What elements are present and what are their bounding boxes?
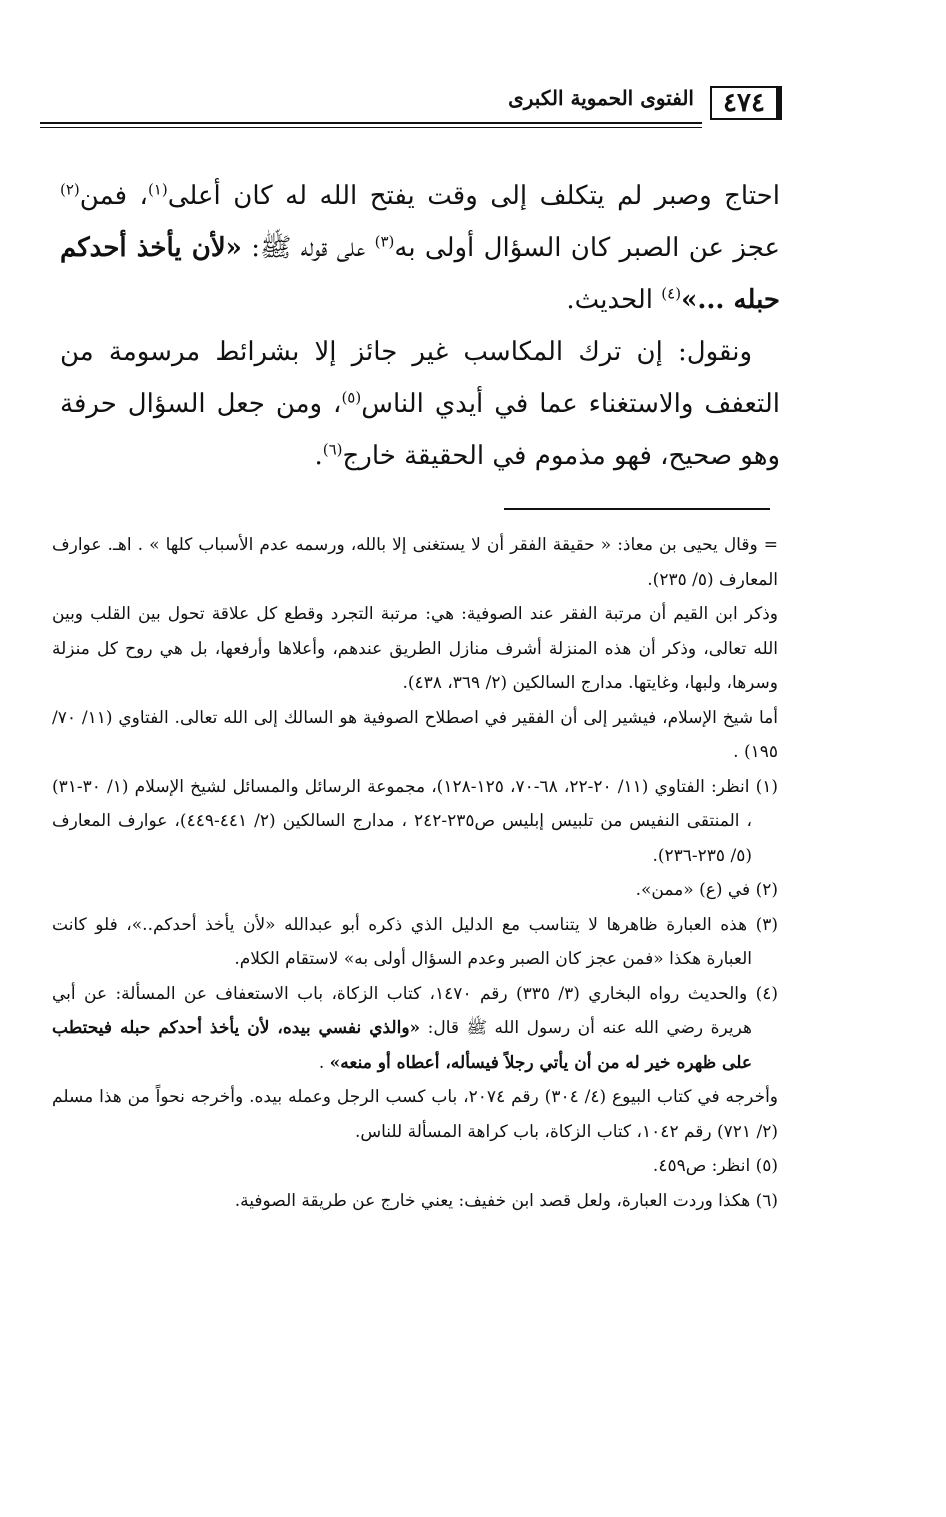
footnote-1: (١) انظر: الفتاوي (١١/ ٢٠-٢٢، ٦٨-٧٠، ١٢٥-١٢٨)، مجموعة الرسائل والمسائل لشيخ الإسلام (١/ ٣٠-٣١) ، المنتقى النفيس من تلبيس إبليس ص٢٣٥-٢٤٢ ، مدارج السالكين (٢/ ٤٤١-٤٤٩)، عوارف المعارف (٥/ ٢٣٥-٢٣٦). <box>52 776 779 866</box>
footnote-continuation-1: = وقال يحيى بن معاذ: « حقيقة الفقر أن لا يستغنى إلا بالله، ورسمه عدم الأسباب كلها » . اهـ. عوارف المعارف (٥/ ٢٣٥). <box>52 535 778 590</box>
p1-text-d: عن الصبر كان السؤال أولى به <box>394 233 725 263</box>
footnote-ref-3[interactable]: (٣) <box>374 232 395 251</box>
p2-text-b: ، ومن جعل السؤال حرفة وهو صحيح، فهو مذموم في الحقيقة خارج <box>60 389 780 471</box>
footnote-4-end: . <box>318 1052 330 1073</box>
footnote-separator <box>504 508 770 510</box>
page-number: ٤٧٤ <box>710 86 782 120</box>
footnote-ref-4[interactable]: (٤) <box>661 284 682 303</box>
footnote-4 <box>52 977 778 1081</box>
paragraph-2 <box>60 326 780 482</box>
p1-text-f: الحديث. <box>566 285 662 315</box>
footnote-continuation-2: وذكر ابن القيم أن مرتبة الفقر عند الصوفية: هي: مرتبة التجرد وقطع كل علاقة تحول بين القلب وبين الله تعالى، وذكر أن هذه المنزلة أشرف منازل الطريق عندهم، وأعلاها وأرفعها، بل هي روح كل منزلة وسرها، ولبها، وغايتها. مدارج السالكين (٢/ ٣٦٩، ٤٣٨). <box>52 604 778 693</box>
footnote-ref-6[interactable]: (٦) <box>322 440 343 459</box>
footnote-continuation-3: أما شيخ الإسلام، فيشير إلى أن الفقير في اصطلاح الصوفية هو السالك إلى الله تعالى. الفتاوي (١١/ ٧٠/ ١٩٥) . <box>52 707 778 762</box>
p1-text-b: ، فمن <box>79 181 148 211</box>
footnote-ref-5[interactable]: (٥) <box>341 388 362 407</box>
header-rule <box>40 122 702 124</box>
footnote-ref-1[interactable]: (١) <box>147 180 168 199</box>
footnotes <box>52 528 778 1218</box>
p1-text-a: احتاج وصبر لم يتكلف إلى وقت يفتح الله له كان أعلى <box>167 181 780 211</box>
footnote-4-continuation: وأخرجه في كتاب البيوع (٤/ ٣٠٤) رقم ٢٠٧٤، باب كسب الرجل وعمله بيده. وأخرجه نحواً من هذا مسلم (٢/ ٧٢١) رقم ١٠٤٢، كتاب الزكاة، باب كراهة المسألة للناس. <box>52 1087 779 1142</box>
header-rule-thin <box>40 127 702 128</box>
footnote-6: (٦) هكذا وردت العبارة، ولعل قصد ابن خفيف: يعني خارج عن طريقة الصوفية. <box>234 1190 778 1211</box>
paragraph-1 <box>60 170 780 326</box>
page-header <box>40 80 782 128</box>
hadith-quote: «لأن يأخذ أحدكم حبله ...» <box>60 233 780 315</box>
running-title: الفتوى الحموية الكبرى <box>508 86 694 110</box>
footnote-2: (٢) في (ع) «ممن». <box>635 880 778 900</box>
footnote-ref-2[interactable]: (٢) <box>60 180 80 199</box>
p2-text-a: ونقول: إن ترك المكاسب غير جائز إلا بشرائط مرسومة من التعفف والاستغناء عما في أيدي الناس <box>60 337 781 419</box>
footnote-4-text: (٤) والحديث رواه البخاري (٣/ ٣٣٥) رقم ١٤٧٠، كتاب الزكاة، باب الاستعفاف عن المسألة: عن أبي هريرة رضي الله عنه أن رسول الله ﷺ قال: <box>52 983 778 1038</box>
p1-text-e: على قوله ﷺ: <box>241 233 375 263</box>
footnote-5: (٥) انظر: ص٤٥٩. <box>652 1156 778 1176</box>
footnote-4-hadith: «والذي نفسي بيده، لأن يأخذ أحدكم حبله فيحتطب على ظهره خير له من أن يأتي رجلاً فيسأله، أعطاه أو منعه» <box>52 1018 752 1073</box>
p2-text-c: . <box>314 441 323 471</box>
footnote-3: (٣) هذه العبارة ظاهرها لا يتناسب مع الدليل الذي ذكره أبو عبدالله «لأن يأخذ أحدكم..»، فلو كانت العبارة هكذا «فمن عجز كان الصبر وعدم السؤال أولى به» لاستقام الكلام. <box>52 914 778 969</box>
p1-text-c: عجز <box>733 233 781 263</box>
main-text <box>60 170 780 482</box>
